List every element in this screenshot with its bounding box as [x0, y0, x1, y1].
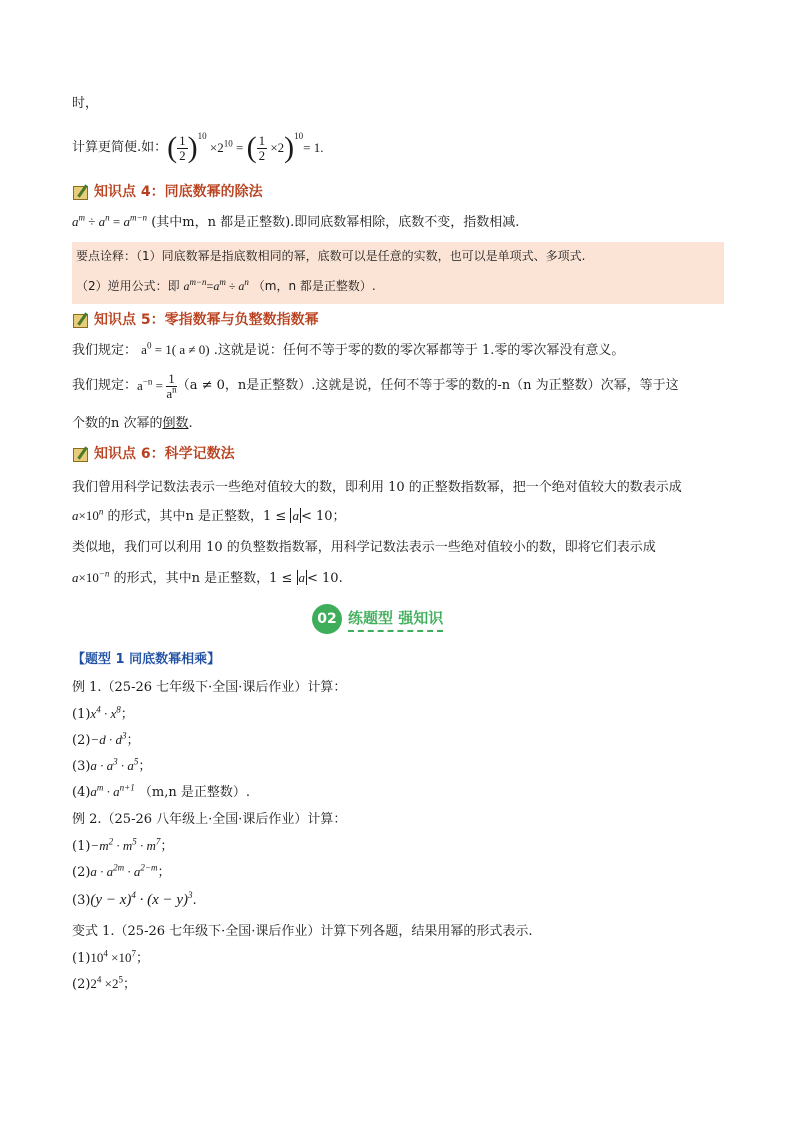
kp6-line-4: $a\times 10^{-n}$ 的形式，其中n 是正整数，1 ≤ a < 10.	[72, 568, 343, 586]
kp5-line3-suffix: .	[188, 416, 193, 431]
example-2-item-2: $(2)a \cdot a^{2m} \cdot a^{2-m}$；	[72, 862, 171, 880]
example-1-item-1: $(1)x^4 \cdot x^8$；	[72, 704, 134, 722]
example-1-item-3: $(3)a \cdot a^3 \cdot a^5$；	[72, 756, 152, 774]
close-paren: )	[187, 131, 198, 164]
section-banner	[312, 604, 443, 634]
knowledge-point-4-title	[72, 182, 263, 202]
fraction-half: $\frac{1}{2}$	[179, 132, 186, 163]
kp5-line2-cond: （a ≠ 0，n是正整数）	[176, 378, 312, 393]
notebook-icon	[72, 446, 90, 462]
kp6-line4-mid: 的形式，其中n 是正整数，1 ≤	[113, 571, 293, 586]
intro-line-2-prefix: 计算更简便.如：	[72, 140, 168, 155]
kp4-rule-text: (其中m，n 都是正整数).即同底数幂相除，底数不变，指数相减.	[151, 215, 520, 230]
item-label: (4)	[72, 785, 91, 800]
variation-1-item-2: $(2)2^4 \times 2^5$；	[72, 974, 137, 992]
example-2-title: 例 2.（25-26 八年级上·全国·课后作业）计算：	[72, 812, 347, 827]
variation-1-title: 变式 1.（25-26 七年级下·全国·课后作业）计算下列各题，结果用幂的形式表示.	[72, 924, 533, 939]
kp5-line1-prefix: 我们规定：	[72, 343, 138, 358]
intro-eq-suffix: = 1.	[303, 140, 324, 155]
example-1-item-2: $(2)-d \cdot d^3$；	[72, 730, 140, 748]
kp4-box-line-1: 要点诠释：（1）同底数幂是指底数相同的幂，底数可以是任意的实数，也可以是单项式、多项式.	[76, 249, 586, 263]
example-2-item-3: $(3)(y - x)^4 \cdot (x - y)^3$.	[72, 890, 197, 908]
kp4-box-line2-prefix: （2）逆用公式：即	[76, 279, 180, 293]
kp4-box-line2-suffix: （m，n 都是正整数）.	[252, 279, 376, 293]
kp6-title-text: 知识点 6：科学记数法	[94, 446, 235, 462]
item-label: (2)	[72, 977, 91, 992]
item-label: (3)	[72, 893, 91, 908]
kp4-box-line-2: （2）逆用公式：即 $a^{m-n}=a^m \div a^n$ （m，n 都是正整数）.	[76, 277, 376, 293]
variation-1-item-1: $(1)10^4 \times 10^7$；	[72, 948, 150, 966]
kp5-title-text: 知识点 5：零指数幂与负整数指数幂	[94, 312, 319, 328]
section-number-badge: 02	[312, 604, 342, 634]
kp6-line-3: 类似地，我们可以利用 10 的负整数指数幂，用科学记数法表示一些绝对值较小的数，即将它们表示成	[72, 540, 656, 555]
kp5-line1-suffix: .这就是说：任何不等于零的数的零次幂都等于 1.零的零次幂没有意义。	[213, 343, 625, 358]
reciprocal-link[interactable]: 倒数	[162, 416, 189, 431]
item-label: (1)	[72, 951, 91, 966]
item-label: (3)	[72, 759, 91, 774]
type-1-heading: 【题型 1 同底数幂相乘】	[72, 652, 221, 667]
kp5-line-1: 我们规定： $a^0 = 1$( a ≠ 0) .这就是说：任何不等于零的数的零次幂都等于 1.零的零次幂没有意义。	[72, 340, 625, 358]
kp6-line-1: 我们曾用科学记数法表示一些绝对值较大的数，即利用 10 的正整数指数幂，把一个绝对值较大的数表示成	[72, 480, 682, 495]
item-label: (1)	[72, 707, 91, 722]
kp5-line-3	[72, 414, 193, 434]
example-1-item-4: $(4)a^m \cdot a^{n+1}$ （m,n 是正整数）.	[72, 782, 250, 800]
notebook-icon	[72, 184, 90, 200]
knowledge-point-6-title	[72, 444, 235, 464]
notebook-icon	[72, 312, 90, 328]
kp6-line2-end: < 10；	[300, 509, 346, 524]
kp4-title-text: 知识点 4：同底数幂的除法	[94, 184, 263, 200]
open-paren: (	[167, 131, 178, 164]
kp5-line2-suffix: .这就是说，任何不等于零的数的-n（n 为正整数）次幂，等于这	[311, 378, 679, 393]
knowledge-point-5-title	[72, 310, 319, 330]
section-title: 练题型 强知识	[348, 607, 443, 632]
kp5-line-2: 我们规定： $a^{-n}$ = $\frac{1}{a^n}$ （a ≠ 0，n是正整数） .这就是说，任何不等于零的数的-n（n 为正整数）次幂，等于这	[72, 370, 679, 401]
intro-line-1: 时，	[72, 96, 99, 111]
item-4-note: （m,n 是正整数）.	[138, 785, 250, 800]
example-1-title: 例 1.（25-26 七年级下·全国·课后作业）计算：	[72, 680, 347, 695]
kp5-line2-prefix: 我们规定：	[72, 378, 138, 393]
kp4-note-box	[72, 242, 724, 304]
intro-line-2: 计算更简便.如： ( $\frac{1}{2}$ ) $^{10}$ $\times 2^{10}$ = ( $\frac{1}{2}$ ×2 ) $^{10}$ = 1.	[72, 131, 324, 164]
item-label: (1)	[72, 839, 91, 854]
kp6-line2-mid: 的形式，其中n 是正整数，1 ≤	[107, 509, 287, 524]
kp6-line-2: $a\times 10^n$ 的形式，其中n 是正整数，1 ≤ a < 10；	[72, 506, 346, 524]
item-label: (2)	[72, 733, 91, 748]
item-label: (2)	[72, 865, 91, 880]
kp5-line3-prefix: 个数的n 次幂的	[72, 416, 163, 431]
example-2-item-1: $(1)-m^2 \cdot m^5 \cdot m^7$；	[72, 836, 174, 854]
kp4-rule: $a^m \div a^n = a^{m-n}$ (其中m，n 都是正整数).即同底数幂相除，底数不变，指数相减.	[72, 212, 520, 230]
kp6-line4-end: < 10.	[307, 571, 343, 586]
